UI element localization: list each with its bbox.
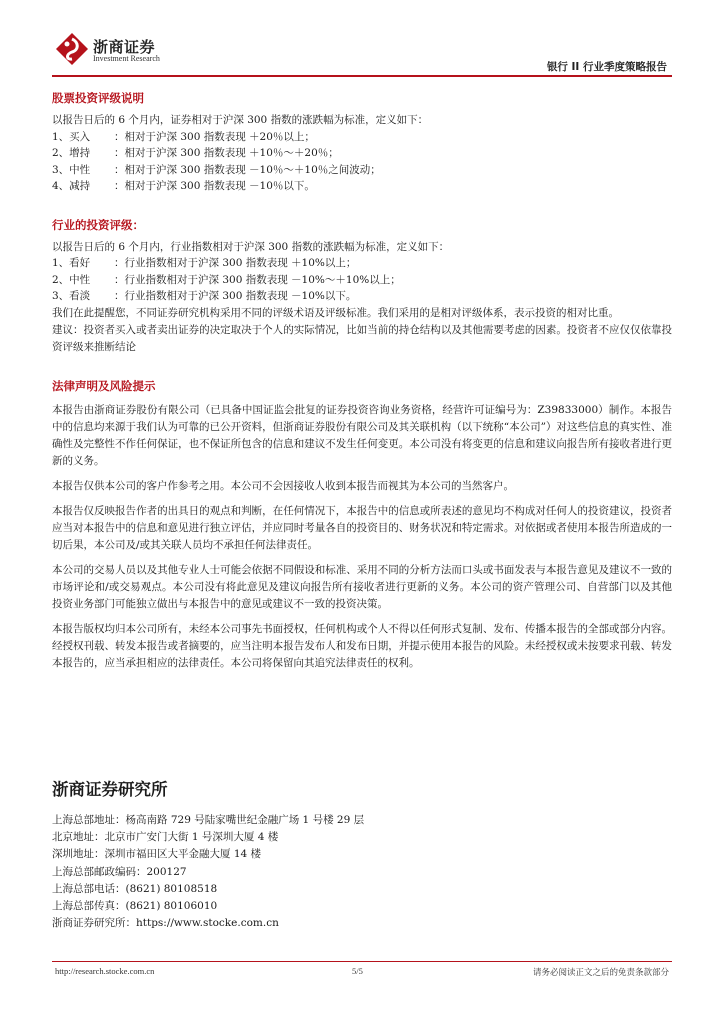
legal-paragraph: 本报告由浙商证券股份有限公司（已具备中国证监会批复的证券投资咨询业务资格，经营许可证编号为：Z39833000）制作。本报告中的信息均来源于我们认为可靠的已公开资料，但浙商证券股份有限公司及其关联机构（以下统称“本公司”）对这些信息的真实性、准确性及完整性不作任何保证，也不保证所包含的信息和建议不发生任何变更。本公司没有将变更的信息和建议向报告所有接收者进行更新的义务。 [52, 403, 672, 467]
stock-rating-intro: 以报告日后的 6 个月内，证券相对于沪深 300 指数的涨跌幅为标准，定义如下： [52, 114, 429, 126]
logo-text-en: Investment Research [93, 54, 160, 63]
stock-rating-item [52, 145, 672, 162]
contact-line: 上海总部地址：杨高南路 729 号陆家嘴世纪金融广场 1 号楼 29 层 [52, 814, 365, 826]
stock-rating-title: 股票投资评级说明 [52, 91, 144, 105]
company-logo [55, 32, 185, 70]
rating-name: 1、看好 [52, 257, 91, 269]
legal-paragraph: 本公司的交易人员以及其他专业人士可能会依据不同假设和标准、采用不同的分析方法而口头或书面发表与本报告意见及建议不一致的市场评论和/或交易观点。本公司没有将此意见及建议向报告所有接收者进行更新的义务。本公司的资产管理公司、自营部门以及其他投资业务部门可能独立做出与本报告中的意见或建议不一致的投资决策。 [52, 563, 672, 610]
legal-paragraph: 本报告仅反映报告作者的出具日的观点和判断，在任何情况下，本报告中的信息或所表述的意见均不构成对任何人的投资建议，投资者应当对本报告中的信息和意见进行独立评估，并应同时考量各自的投资目的、财务状况和特定需求。对依据或者使用本报告所造成的一切后果，本公司及/或其关联人员均不承担任何法律责任。 [52, 504, 672, 551]
industry-rating-item [52, 288, 672, 305]
contact-line: 上海总部传真：(8621) 80106010 [52, 900, 218, 913]
contact-line: 北京地址：北京市广安门大街 1 号深圳大厦 4 楼 [52, 831, 279, 844]
legal-title: 法律声明及风险提示 [52, 378, 156, 393]
rating-name: 3、看淡 [52, 290, 91, 302]
contact-line: 上海总部电话：(8621) 80108518 [52, 882, 218, 895]
footer-url[interactable]: http://research.stocke.com.cn [55, 966, 155, 976]
stock-rating-item [52, 162, 672, 179]
rating-note: 我们在此提醒您，不同证券研究机构采用不同的评级术语及评级标准。我们采用的是相对评级体系，表示投资的相对比重。 [52, 306, 619, 319]
investment-advice: 建议：投资者买入或者卖出证券的决定取决于个人的实际情况，比如当前的持仓结构以及其他需要考虑的因素。投资者不应仅仅依靠投资评级来推断结论 [52, 323, 672, 353]
rating-name: 4、减持 [52, 180, 91, 192]
header-divider [52, 75, 672, 77]
industry-rating-item [52, 272, 672, 289]
rating-name: 1、买入 [52, 130, 91, 143]
logo-text-cn: 浙商证券 [93, 38, 156, 56]
industry-rating-item [52, 255, 672, 272]
industry-rating-title: 行业的投资评级： [52, 217, 144, 232]
main-content [52, 88, 672, 672]
rating-desc: ：相对于沪深 300 指数表现 －10％～＋10％之间波动； [114, 163, 381, 176]
zheshang-logo-icon [55, 32, 89, 66]
legal-paragraph: 本报告仅供本公司的客户作参考之用。本公司不会因接收人收到本报告而视其为本公司的当然客户。 [52, 479, 514, 492]
rating-desc: ：相对于沪深 300 指数表现 ＋10％～＋20％； [114, 147, 339, 159]
rating-name: 3、中性 [52, 163, 91, 176]
stock-rating-item [52, 129, 672, 146]
rating-desc: ：行业指数相对于沪深 300 指数表现 －10%以下。 [114, 290, 357, 302]
rating-name: 2、中性 [52, 273, 91, 286]
page-number: 5/5 [352, 966, 363, 976]
footer-divider [52, 961, 672, 962]
footer-disclaimer: 请务必阅读正文之后的免责条款部分 [532, 968, 669, 978]
legal-paragraph: 本报告版权均归本公司所有，未经本公司事先书面授权，任何机构或个人不得以任何形式复制、发布、传播本报告的全部或部分内容。经授权刊载、转发本报告或者摘要的，应当注明本报告发布人和发布日期，并提示使用本报告的风险。未经授权或未按要求刊载、转发本报告的，应当承担相应的法律责任。本公司将保留向其追究法律责任的权利。 [52, 622, 672, 669]
rating-desc: ：相对于沪深 300 指数表现 ＋20％以上； [114, 130, 315, 143]
website-line[interactable]: 浙商证券研究所：https://www.stocke.com.cn [52, 917, 279, 930]
institute-contacts [52, 812, 672, 932]
rating-desc: ：行业指数相对于沪深 300 指数表现 －10%～＋10%以上； [114, 273, 401, 286]
industry-rating-intro: 以报告日后的 6 个月内，行业指数相对于沪深 300 指数的涨跌幅为标准，定义如下： [52, 240, 450, 253]
report-type: 银行 II 行业季度策略报告 [546, 61, 667, 73]
rating-desc: ：行业指数相对于沪深 300 指数表现 ＋10%以上； [114, 257, 357, 269]
stock-rating-item [52, 178, 672, 195]
contact-line: 深圳地址：深圳市福田区大平金融大厦 14 楼 [52, 848, 262, 861]
rating-desc: ：相对于沪深 300 指数表现 －10％以下。 [114, 180, 315, 192]
institute-name: 浙商证券研究所 [52, 780, 168, 799]
rating-name: 2、增持 [52, 147, 91, 159]
contact-line: 上海总部邮政编码：200127 [52, 865, 187, 878]
